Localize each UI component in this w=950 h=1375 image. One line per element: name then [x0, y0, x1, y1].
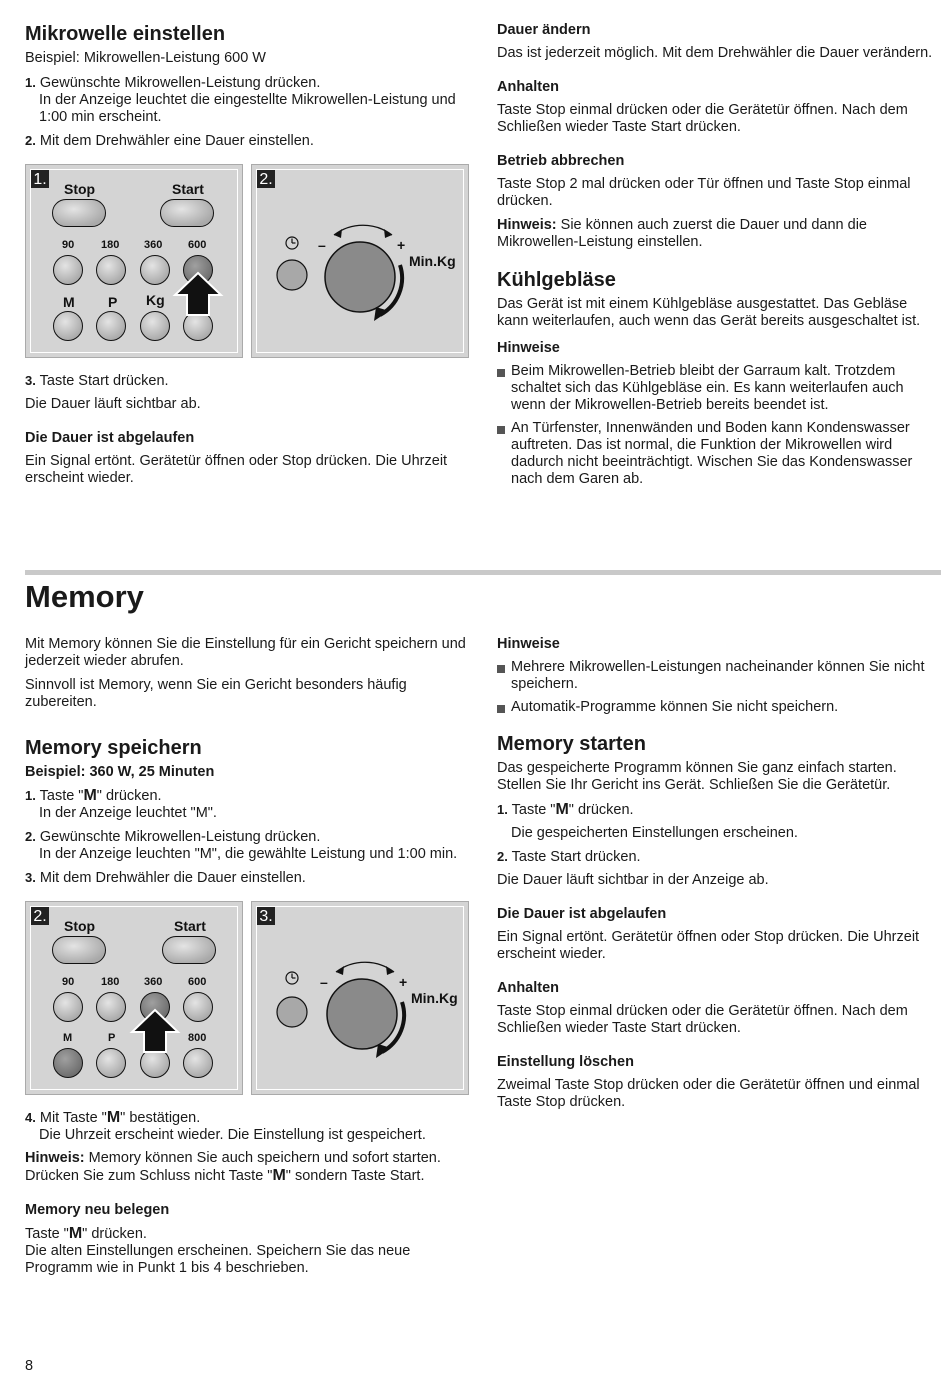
- step-detail: In der Anzeige leuchtet die eingestellte Mikrowellen-Leistung und 1:00 min erscheint.: [39, 92, 456, 125]
- step-text: Mit Taste ": [39, 1110, 107, 1126]
- step-1: [25, 787, 467, 822]
- einstellung-loeschen-text: Zweimal Taste Stop drücken oder die Gerätetür öffnen und einmal Taste Stop drücken.: [497, 1077, 920, 1110]
- step-3: [25, 869, 467, 887]
- section-mikrowelle-einstellen: [25, 22, 467, 494]
- step-text: Taste Start drücken.: [39, 373, 169, 389]
- m-key-symbol: M: [68, 1225, 83, 1242]
- heading-memory-starten: Memory starten: [497, 733, 646, 755]
- step-4: [25, 1109, 467, 1144]
- power-800-label: 800: [188, 1032, 207, 1044]
- section-memory-right: [497, 636, 937, 1118]
- list-item: Automatik-Programme können Sie nicht speichern.: [497, 699, 937, 716]
- heading-memory-speichern: Memory speichern: [25, 737, 202, 759]
- hinweis-text: Sie können auch zuerst die Dauer und dann die Mikrowellen-Leistung einstellen.: [497, 217, 867, 250]
- heading-mikrowelle-einstellen: Mikrowelle einstellen: [25, 23, 226, 45]
- step-detail: Die Uhrzeit erscheint wieder. Die Einstellung ist gespeichert.: [39, 1127, 426, 1143]
- power-360-label: 360: [144, 976, 163, 988]
- minus-label: –: [320, 974, 328, 990]
- start-label: Start: [172, 181, 204, 197]
- step-text: Taste ": [511, 802, 556, 818]
- step-text: " bestätigen.: [120, 1110, 201, 1126]
- stop-label: Stop: [64, 918, 96, 934]
- anhalten-text: Taste Stop einmal drücken oder die Gerätetür öffnen. Nach dem Schließen wieder Taste Start drücken.: [497, 1003, 908, 1036]
- p-label: P: [108, 294, 118, 310]
- figure-step-number: 2.: [257, 170, 275, 188]
- dial-panel-illustration: [251, 901, 469, 1095]
- anhalten-text: Taste Stop einmal drücken oder die Gerätetür öffnen. Nach dem Schließen wieder Taste Start drücken.: [497, 102, 908, 135]
- step-2: [25, 828, 467, 863]
- button-panel-illustration: [25, 901, 243, 1095]
- power-90-label: 90: [62, 976, 75, 988]
- min-kg-label: Min.Kg: [409, 253, 456, 269]
- hinweis-label: Hinweis:: [497, 217, 557, 233]
- heading-anhalten: Anhalten: [497, 79, 560, 95]
- heading-dauer-abgelaufen: Die Dauer ist abgelaufen: [25, 430, 195, 446]
- control-panel-figure-2: [25, 901, 467, 1095]
- step-detail: Die gespeicherten Einstellungen erscheinen.: [511, 825, 798, 841]
- section-right-upper: [497, 22, 937, 494]
- power-600-label: 600: [188, 976, 207, 988]
- power-180-label: 180: [101, 239, 120, 251]
- heading-hinweise: Hinweise: [497, 636, 560, 652]
- memory-neu-belegen-text: [25, 1225, 467, 1277]
- betrieb-abbrechen-text: Taste Stop 2 mal drücken oder Tür öffnen und Taste Stop einmal drücken.: [497, 176, 911, 209]
- press-arrow-icon: [26, 902, 244, 1096]
- memory-intro-1: Mit Memory können Sie die Einstellung für ein Gericht speichern und jederzeit wieder abrufen.: [25, 636, 466, 669]
- step-text: Mit dem Drehwähler die Dauer einstellen.: [39, 870, 306, 886]
- hinweis-text: Memory können Sie auch speichern und sofort starten. Drücken Sie zum Schluss nicht Taste ": [25, 1150, 441, 1184]
- plus-label: +: [399, 974, 408, 990]
- memory-m-label: M: [63, 294, 75, 310]
- power-90-label: 90: [62, 239, 75, 251]
- button-panel-illustration: [25, 164, 243, 358]
- step-2: [497, 848, 937, 866]
- step-number: 3.: [25, 870, 36, 885]
- control-panel-figure-1: [25, 164, 467, 358]
- press-arrow-icon: [26, 165, 244, 359]
- m-key-symbol: M: [272, 1167, 286, 1184]
- hinweise-list: [497, 363, 937, 488]
- step-number: 2.: [497, 849, 508, 864]
- page-number: 8: [25, 1358, 34, 1374]
- kg-label: Kg: [146, 292, 165, 308]
- list-item: Mehrere Mikrowellen-Leistungen nacheinander können Sie nicht speichern.: [497, 659, 937, 693]
- section-divider: [25, 570, 941, 575]
- step-text: " drücken.: [96, 788, 162, 804]
- power-360-label: 360: [144, 239, 163, 251]
- step-3-detail: Die Dauer läuft sichtbar ab.: [25, 396, 201, 412]
- step-detail: In der Anzeige leuchten "M", die gewählte Leistung und 1:00 min.: [39, 846, 458, 862]
- instruction-text: " drücken.: [82, 1226, 147, 1242]
- m-key-symbol: M: [83, 787, 97, 804]
- step-text: Mit dem Drehwähler eine Dauer einstellen.: [39, 133, 314, 149]
- hinweis-paragraph: [25, 1150, 467, 1185]
- hinweise-list: [497, 659, 937, 716]
- heading-einstellung-loeschen: Einstellung löschen: [497, 1054, 634, 1070]
- heading-memory-neu-belegen: Memory neu belegen: [25, 1202, 170, 1218]
- memory-m-label: M: [63, 1032, 73, 1044]
- step-1: [25, 74, 467, 126]
- dauer-abgelaufen-text: Ein Signal ertönt. Gerätetür öffnen oder Stop drücken. Die Uhrzeit erscheint wieder.: [25, 453, 448, 486]
- start-label: Start: [174, 918, 206, 934]
- hinweis-paragraph: [497, 217, 937, 251]
- m-key-symbol: M: [106, 1109, 121, 1126]
- memory-starten-text: Das gespeicherte Programm können Sie ganz einfach starten. Stellen Sie Ihr Gericht ins Gerät. Schließen Sie die Gerätetür.: [497, 760, 897, 793]
- step-2: [25, 132, 467, 150]
- step-number: 1.: [25, 75, 36, 90]
- dial-panel-illustration: [251, 164, 469, 358]
- section-memory-left: [25, 636, 467, 1277]
- figure-step-number: 3.: [257, 907, 275, 925]
- hinweis-label: Hinweis:: [25, 1150, 85, 1166]
- heading-anhalten: Anhalten: [497, 980, 560, 996]
- example-text: Beispiel: Mikrowellen-Leistung 600 W: [25, 50, 266, 66]
- power-600-label: 600: [188, 239, 207, 251]
- min-kg-label: Min.Kg: [411, 990, 458, 1006]
- heading-hinweise: Hinweise: [497, 340, 560, 356]
- step-number: 1.: [25, 788, 36, 803]
- figure-step-number: 1.: [31, 170, 49, 188]
- list-item: An Türfenster, Innenwänden und Boden kann Kondenswasser auftreten. Das ist normal, die Funktion der Mikrowellen wird dadurch nicht beeinträchtigt. Wischen Sie das Kondenswasser nach dem Garen ab.: [497, 420, 937, 488]
- step-2-detail: Die Dauer läuft sichtbar in der Anzeige ab.: [497, 872, 769, 888]
- instruction-detail: Die alten Einstellungen erscheinen. Speichern Sie das neue Programm wie in Punkt 1 bis 4 beschrieben.: [25, 1243, 411, 1276]
- dauer-aendern-text: Das ist jederzeit möglich. Mit dem Drehwähler die Dauer verändern.: [497, 45, 933, 61]
- list-item: Beim Mikrowellen-Betrieb bleibt der Garraum kalt. Trotzdem schaltet sich das Kühlgebläse ein. Es kann weiterlaufen auch wenn der Mikrowellen-Betrieb bereits beendet ist.: [497, 363, 937, 414]
- step-text: Gewünschte Mikrowellen-Leistung drücken.: [39, 829, 321, 845]
- step-text: " drücken.: [568, 802, 634, 818]
- step-number: 1.: [497, 802, 508, 817]
- step-1: [497, 801, 937, 842]
- power-180-label: 180: [101, 976, 120, 988]
- instruction-text: Taste ": [25, 1226, 69, 1242]
- memory-intro-2: Sinnvoll ist Memory, wenn Sie ein Gericht besonders häufig zubereiten.: [25, 677, 407, 710]
- heading-betrieb-abbrechen: Betrieb abbrechen: [497, 153, 625, 169]
- hinweis-text: " sondern Taste Start.: [285, 1168, 425, 1184]
- step-text: Gewünschte Mikrowellen-Leistung drücken.: [39, 75, 321, 91]
- step-detail: In der Anzeige leuchtet "M".: [39, 805, 217, 821]
- p-label: P: [108, 1032, 116, 1044]
- figure-step-number: 2.: [31, 907, 49, 925]
- heading-dauer-abgelaufen: Die Dauer ist abgelaufen: [497, 906, 667, 922]
- step-text: Taste ": [39, 788, 84, 804]
- plus-label: +: [397, 237, 406, 253]
- step-text: Taste Start drücken.: [511, 849, 641, 865]
- step-number: 2.: [25, 829, 36, 844]
- memory-example: Beispiel: 360 W, 25 Minuten: [25, 764, 215, 780]
- dauer-abgelaufen-text: Ein Signal ertönt. Gerätetür öffnen oder Stop drücken. Die Uhrzeit erscheint wieder.: [497, 929, 920, 962]
- step-number: 2.: [25, 133, 36, 148]
- minus-label: –: [318, 237, 326, 253]
- step-3: [25, 372, 467, 390]
- m-key-symbol: M: [555, 801, 569, 818]
- heading-kuehlgeblaese: Kühlgebläse: [497, 269, 616, 291]
- step-number: 4.: [25, 1110, 36, 1125]
- heading-memory: Memory: [25, 579, 144, 614]
- step-number: 3.: [25, 373, 36, 388]
- kuehlgeblaese-text: Das Gerät ist mit einem Kühlgebläse ausgestattet. Das Gebläse kann weiterlaufen, auch wenn das Gerät bereits ausgeschaltet ist.: [497, 296, 921, 329]
- stop-label: Stop: [64, 181, 96, 197]
- heading-dauer-aendern: Dauer ändern: [497, 22, 591, 38]
